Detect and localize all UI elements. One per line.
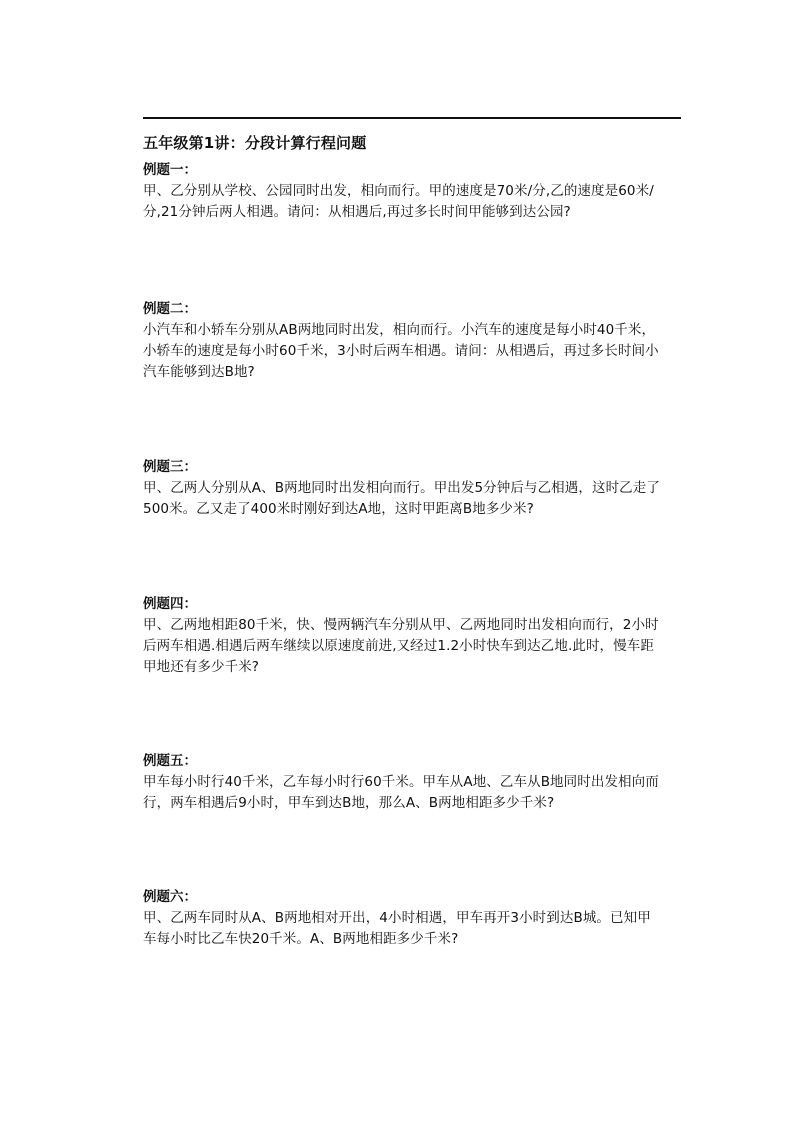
problem-text xyxy=(143,615,683,678)
problem-label: 例题三： xyxy=(143,459,197,475)
document-title: 五年级第1讲：分段计算行程问题 xyxy=(143,134,367,152)
problem-text-line: 甲、乙两车同时从A、B两地相对开出，4小时相遇，甲车再开3小时到达B城。已知甲 xyxy=(143,910,651,926)
problem-label: 例题二： xyxy=(143,301,197,317)
problem-text xyxy=(143,772,683,814)
problem-label: 例题五： xyxy=(143,753,197,769)
problem-text-line: 小汽车和小轿车分别从AB两地同时出发，相向而行。小汽车的速度是每小时40千米， xyxy=(143,322,656,338)
problem-3 xyxy=(143,457,683,520)
problem-text-line: 甲、乙两地相距80千米，快、慢两辆汽车分别从甲、乙两地同时出发相向而行，2小时 xyxy=(143,617,659,633)
problem-2 xyxy=(143,299,683,383)
problem-text xyxy=(143,320,683,383)
problem-text xyxy=(143,181,683,223)
problem-text-line: 车每小时比乙车快20千米。A、B两地相距多少千米? xyxy=(143,931,459,947)
problem-text xyxy=(143,478,683,520)
header-rule xyxy=(143,117,681,119)
problem-4 xyxy=(143,594,683,678)
problem-text-line: 分,21分钟后两人相遇。请问：从相遇后,再过多长时间甲能够到达公园? xyxy=(143,204,571,220)
problem-text-line: 甲车每小时行40千米，乙车每小时行60千米。甲车从A地、乙车从B地同时出发相向而 xyxy=(143,774,659,790)
problem-text-line: 500米。乙又走了400米时刚好到达A地，这时甲距离B地多少米? xyxy=(143,501,534,517)
problem-text-line: 行，两车相遇后9小时，甲车到达B地，那么A、B两地相距多少千米? xyxy=(143,795,555,811)
problem-6 xyxy=(143,887,683,950)
problem-text-line: 小轿车的速度是每小时60千米，3小时后两车相遇。请问：从相遇后，再过多长时间小 xyxy=(143,343,659,359)
problem-text xyxy=(143,908,683,950)
problem-text-line: 后两车相遇.相遇后两车继续以原速度前进,又经过1.2小时快车到达乙地.此时，慢车距 xyxy=(143,638,654,654)
problem-label: 例题一： xyxy=(143,162,197,178)
problem-text-line: 汽车能够到达B地? xyxy=(143,364,255,380)
problem-text-line: 甲、乙两人分别从A、B两地同时出发相向而行。甲出发5分钟后与乙相遇，这时乙走了 xyxy=(143,480,660,496)
problem-text-line: 甲、乙分别从学校、公园同时出发，相向而行。甲的速度是70米/分,乙的速度是60米/ xyxy=(143,183,654,199)
problem-label: 例题六： xyxy=(143,889,197,905)
problem-5 xyxy=(143,751,683,814)
problem-text-line: 甲地还有多少千米? xyxy=(143,659,260,675)
problem-1 xyxy=(143,160,683,223)
problem-label: 例题四： xyxy=(143,596,197,612)
